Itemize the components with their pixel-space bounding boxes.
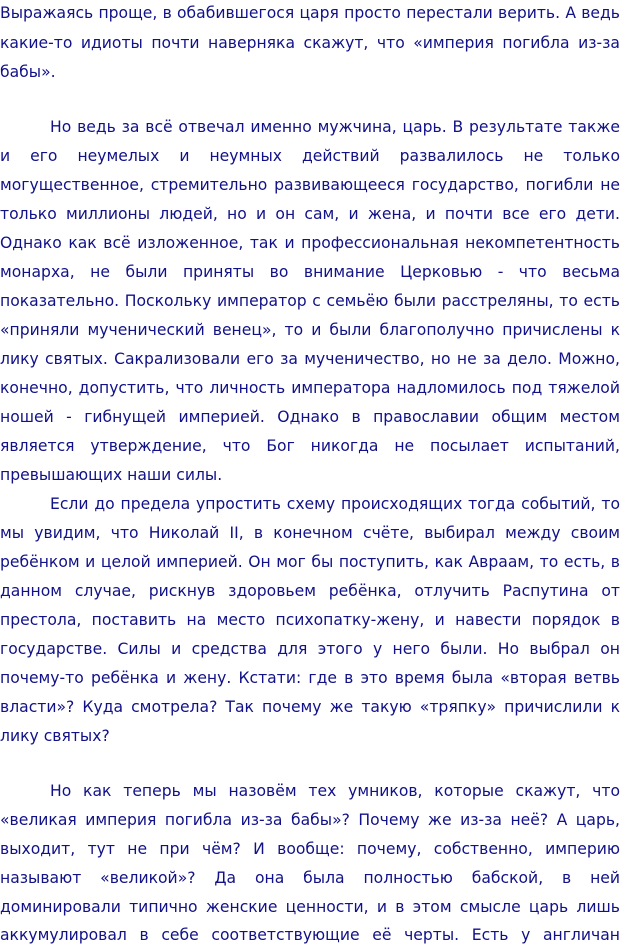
text-line: Если до предела упростить схему происходящих тогда событий, то — [50, 495, 620, 513]
text-line: какие-то идиоты почти наверняка скажут, что «империя погибла из-за — [0, 34, 620, 52]
text-line: является утверждение, что Бог никогда не посылает испытаний, — [0, 437, 620, 455]
text-line: лику святых? — [0, 727, 110, 745]
text-line: бабы». — [0, 63, 56, 81]
text-line: мы увидим, что Николай II, в конечном счёте, выбирал между своим — [0, 524, 620, 542]
text-line: Но ведь за всё отвечал именно мужчина, царь. В результате также — [50, 118, 620, 136]
text-line: ребёнком и целой империей. Он мог бы поступить, как Авраам, то есть, в — [0, 553, 620, 571]
text-line: доминировали типично женские ценности, и в этом смысле царь лишь — [0, 898, 620, 916]
text-line: данном случае, рискнув здоровьем ребёнка, отлучить Распутина от — [0, 582, 620, 600]
text-line: монарха, не были приняты во внимание Церковью - что весьма — [0, 263, 620, 281]
text-line: превышающих наши силы. — [0, 466, 223, 484]
text-line: почему-то ребёнка и жену. Кстати: где в это время была «вторая ветвь — [0, 669, 620, 687]
text-line: конечно, допустить, что личность императора надломилось под тяжелой — [0, 379, 620, 397]
text-line: называют «великой»? Да она была полностью бабской, в ней — [0, 869, 620, 887]
text-line: лику святых. Сакрализовали его за мученичество, но не за дело. Можно, — [0, 350, 620, 368]
text-line: престола, поставить на место психопатку-жену, и навести порядок в — [0, 611, 620, 629]
text-line: Но как теперь мы назовём тех умников, которые скажут, что — [50, 782, 620, 800]
text-line: Однако как всё изложенное, так и профессиональная некомпетентность — [0, 234, 620, 252]
text-line: выходит, тут не при чём? И вообще: почему, собственно, империю — [0, 840, 620, 858]
text-line: Выражаясь проще, в обабившегося царя просто перестали верить. А ведь — [0, 4, 620, 22]
text-line: аккумулировал в себе соответствующие её черты. Есть у англичан — [0, 926, 620, 944]
text-line: государстве. Силы и средства для этого у него были. Но выбрал он — [0, 640, 620, 658]
text-line: власти»? Куда смотрела? Так почему же такую «тряпку» причислили к — [0, 698, 620, 716]
text-line: и его неумелых и неумных действий развалилось не только — [0, 147, 620, 165]
text-line: «приняли мученический венец», то и были благополучно причислены к — [0, 321, 620, 339]
text-line: показательно. Поскольку император с семьёю были расстреляны, то есть — [0, 292, 620, 310]
text-line: только миллионы людей, но и он сам, и жена, и почти все его дети. — [0, 205, 620, 223]
text-line: ношей - гибнущей империей. Однако в православии общим местом — [0, 408, 620, 426]
text-line: могущественное, стремительно развивающееся государство, погибли не — [0, 176, 620, 194]
text-line: «великая империя погибла из-за бабы»? Почему же из-за неё? А царь, — [0, 811, 620, 829]
